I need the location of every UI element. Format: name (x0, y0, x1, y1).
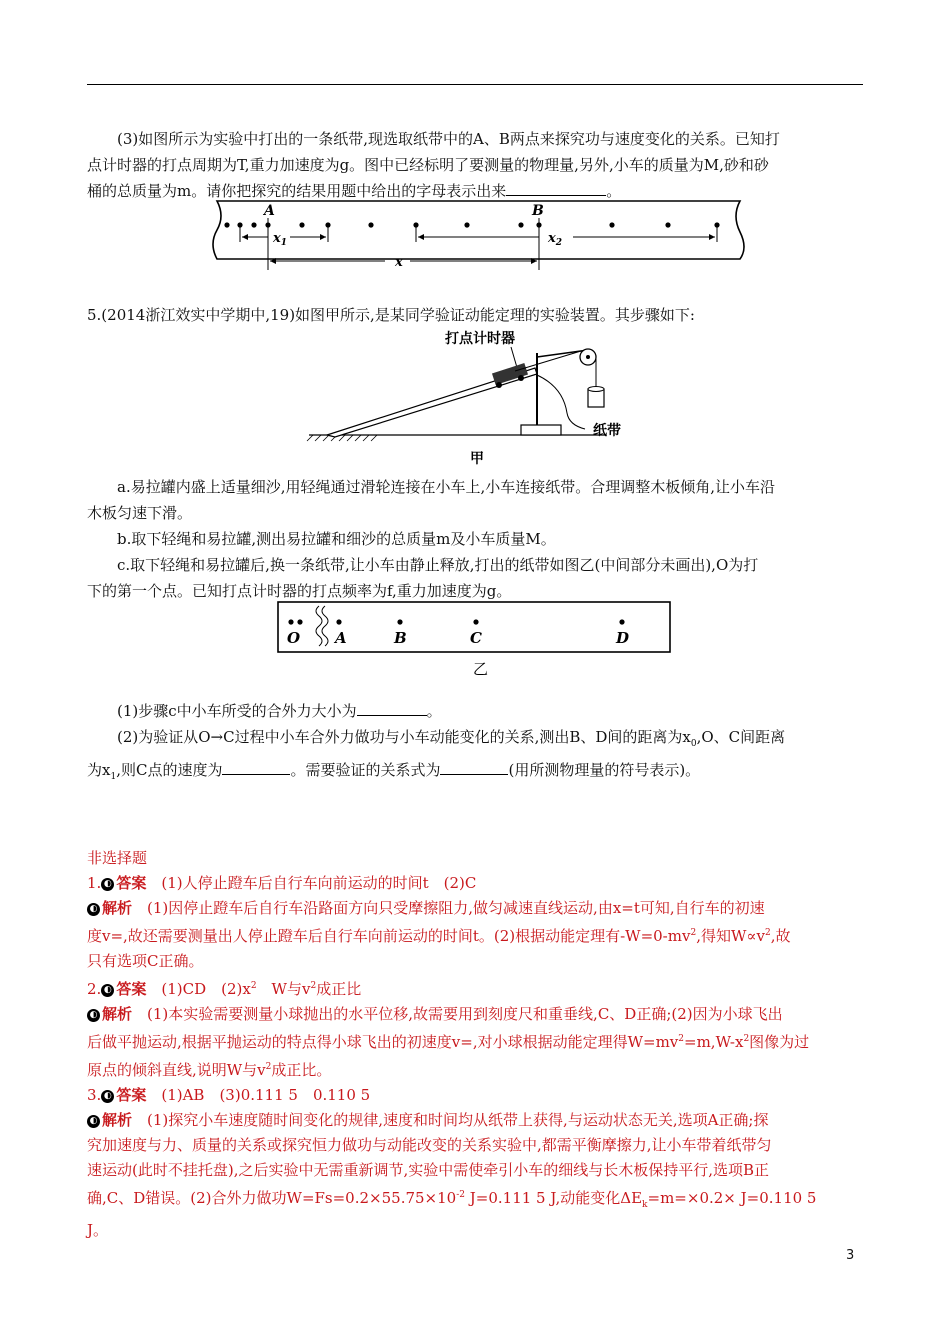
step-a-line1: a.易拉罐内盛上适量细沙,用轻绳通过滑轮连接在小车上,小车连接纸带。合理调整木板倾角,让小车沿 (117, 478, 776, 496)
answers-heading: 非选择题 (87, 849, 148, 867)
figure-yi (275, 600, 675, 680)
header-rule (87, 84, 863, 85)
figure-jia (305, 325, 665, 467)
tape-label: 纸带 (593, 423, 621, 439)
q3-line1: (3)如图所示为实验中打出的一条纸带,现选取纸带中的A、B两点来探究功与速度变化的关系。已知打 (117, 130, 780, 148)
tape1-label-b: B (532, 203, 544, 219)
explain-1-line3: 只有选项C正确。 (87, 952, 204, 970)
subq-2-line1: (2)为验证从O→C过程中小车合外力做功与小车动能变化的关系,测出B、D间的距离为$x_0,O$、C间距离 (117, 728, 786, 749)
step-b: b.取下轻绳和易拉罐,测出易拉罐和细沙的总质量m及小车质量M。 (117, 530, 556, 548)
explain-1-line2: 度v=,故还需要测量出人停止蹬车后自行车向前运动的时间t。(2)根据动能定理有$-W=0-mv^2$,得知$W\propto v^2$,故 (87, 927, 791, 945)
explain-3-line1: ◐ 解析 (1)探究小车速度随时间变化的规律,速度和时间均从纸带上获得,与运动状态无关,选项A正确;探 (87, 1108, 863, 1133)
subq1-blank[interactable] (357, 700, 427, 716)
q5-subquestions (87, 698, 863, 790)
explain-2-line3: 原点的倾斜直线,说明W与$v^2$成正比。 (87, 1061, 332, 1079)
tape1-label-x: x (395, 255, 403, 270)
yi-label-b: B (394, 629, 407, 647)
q3-answer-blank[interactable] (506, 180, 606, 196)
explain-1-line1: ◐ 解析 (1)因停止蹬车后自行车沿路面方向只受摩擦阻力,做匀减速直线运动,由x=t可知,自行车的初速 (87, 896, 863, 921)
explain-3-line5: J。 (87, 1221, 109, 1239)
explain-3-line4: 确,C、D错误。(2)合外力做功$W=Fs=0.2\times 55.75\times 10^{-2}$ J=0.111 5 J,动能变化$\Delta E_k=m=\times 0.2\times J=0.110$ 5 (87, 1189, 817, 1210)
figure-jia-caption: 甲 (470, 451, 484, 467)
explain-3-line2: 究加速度与力、质量的关系或探究恒力做功与动能改变的关系实验中,都需平衡摩擦力,让小车带着纸带匀 (87, 1136, 772, 1154)
q3-line2: 点计时器的打点周期为T,重力加速度为g。图中已经标明了要测量的物理量,另外,小车的质量为M,砂和砂 (87, 156, 769, 174)
answer-3: 3. ◐ 答案 (1)AB (3)0.111 5 0.110 5 (87, 1086, 371, 1104)
explain-badge-icon: ◐ (87, 1009, 100, 1022)
subq-2-line2: 为$x_1$,则C点的速度为 。需要验证的关系式为 (用所测物理量的符号表示)。 (87, 761, 701, 782)
answer-2: 2. ◐ 答案 (1)CD $(2)x^2$ W与$v^2$成正比 (87, 980, 362, 998)
tape1-label-x2: $x_2$ (548, 231, 563, 248)
q5-steps (87, 474, 863, 604)
yi-label-d: D (616, 629, 630, 647)
answer-badge-icon: ◐ (101, 1090, 114, 1103)
answer-badge-icon: ◐ (101, 878, 114, 891)
subq-1: (1)步骤c中小车所受的合外力大小为 。 (117, 702, 442, 720)
page-number: 3 (846, 1248, 855, 1263)
yi-label-o: O (287, 629, 301, 647)
tape-figure-1 (205, 198, 745, 270)
subq2-velocity-blank[interactable] (222, 759, 290, 775)
step-c-line1: c.取下轻绳和易拉罐后,换一条纸带,让小车由静止释放,打出的纸带如图乙(中间部分未画出),O为打 (117, 556, 759, 574)
yi-label-c: C (470, 629, 482, 647)
answers-section (87, 846, 863, 1243)
step-a-line2: 木板匀速下滑。 (87, 504, 193, 522)
tape1-label-a: A (264, 203, 275, 219)
q3-line3: 桶的总质量为m。请你把探究的结果用题中给出的字母表示出来 。 (87, 182, 622, 200)
answer-1: 1. ◐ 答案 (1)人停止蹬车后自行车向前运动的时间t (2)C (87, 874, 477, 892)
explain-2-line2: 后做平抛运动,根据平抛运动的特点得小球飞出的初速度v=,对小球根据动能定理得$W=mv^2=m,W-x^2$图像为过 (87, 1033, 810, 1051)
figure-yi-caption: 乙 (473, 660, 489, 678)
yi-label-a: A (335, 629, 347, 647)
q5-head: 5.(2014浙江效实中学期中,19)如图甲所示,是某同学验证动能定理的实验装置。其步骤如下: (87, 306, 695, 324)
timer-label: 打点计时器 (445, 331, 515, 347)
answer-badge-icon: ◐ (101, 984, 114, 997)
step-c-line2: 下的第一个点。已知打点计时器的打点频率为f,重力加速度为g。 (87, 582, 512, 600)
question-3 (87, 126, 863, 204)
explain-2-line1: ◐ 解析 (1)本实验需要测量小球抛出的水平位移,故需要用到刻度尺和重垂线,C、D正确;(2)因为小球飞出 (87, 1002, 863, 1027)
explain-badge-icon: ◐ (87, 903, 100, 916)
subq2-relation-blank[interactable] (440, 759, 508, 775)
tape1-label-x1: $x_1$ (273, 231, 288, 248)
explain-badge-icon: ◐ (87, 1115, 100, 1128)
explain-3-line3: 速运动(此时不挂托盘),之后实验中无需重新调节,实验中需使牵引小车的细线与长木板保持平行,选项B正 (87, 1161, 770, 1179)
